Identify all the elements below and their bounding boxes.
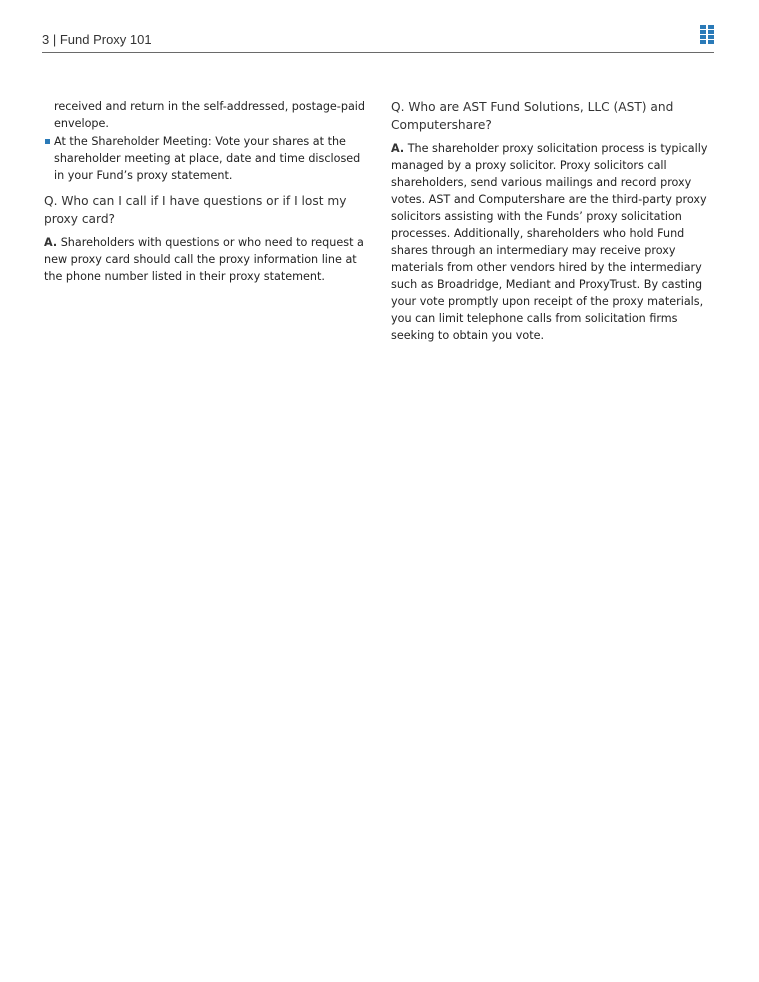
- answer-text: The shareholder proxy solicitation process is typically managed by a proxy solicitor. Proxy solicitors call shareholders, send various mailings and record proxy votes. AST and Computershare are the third-party proxy solicitors assisting with the Funds’ proxy solicitation processes. Additionally, shareholders who hold Fund shares through an intermediary may receive proxy materials from other vendors hired by the intermediary such as Broadridge, Mediant and ProxyTrust. By casting your vote promptly upon receipt of the proxy materials, you can limit telephone calls from solicitation firms seeking to obtain you vote.: [391, 142, 708, 342]
- answer-lost-proxy-card: [44, 234, 370, 285]
- bullet-item: [44, 133, 370, 184]
- answer-ast-computershare: [391, 140, 711, 344]
- page-header: [42, 32, 714, 53]
- continuation-text: received and return in the self-addressed, postage-paid envelope.: [54, 100, 366, 130]
- brand-grid-logo-icon: [700, 25, 714, 44]
- answer-prefix: A.: [391, 142, 405, 155]
- header-title: 3 | Fund Proxy 101: [42, 32, 152, 47]
- bullet-text: At the Shareholder Meeting: Vote your shares at the shareholder meeting at place, date and time disclosed in your Fund’s proxy statement.: [54, 135, 361, 182]
- right-column: [391, 98, 711, 344]
- left-column: [44, 98, 370, 285]
- square-bullet-icon: [45, 139, 50, 144]
- answer-prefix: A.: [44, 236, 58, 249]
- question-lost-proxy-card: Q. Who can I call if I have questions or if I lost my proxy card?: [44, 194, 347, 226]
- question-ast-computershare: Q. Who are AST Fund Solutions, LLC (AST) and Computershare?: [391, 100, 674, 132]
- answer-text: Shareholders with questions or who need to request a new proxy card should call the proxy information line at the phone number listed in their proxy statement.: [44, 236, 364, 283]
